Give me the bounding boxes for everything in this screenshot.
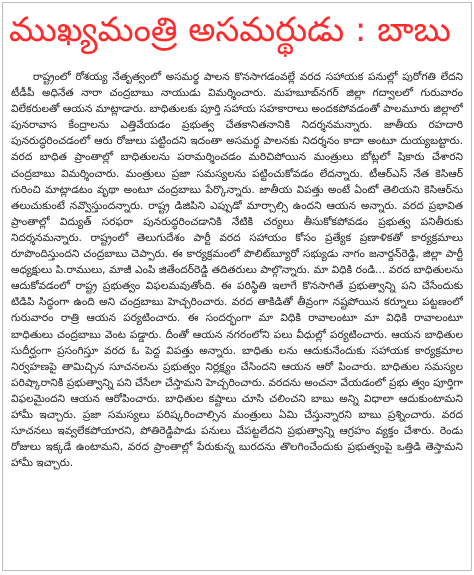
news-clipping <box>2 2 472 571</box>
headline: ముఖ్యమంత్రి అసమర్థుడు : బాబు <box>9 10 451 50</box>
article-body: రాష్ట్రంలో రోశయ్య నేతృత్వంలో అసమర్థ పాలన కొనసాగడంవల్లే వరద సహాయక పనుల్లో పురోగతి లేదని టీడీపీ అధినేత నారా చంద్రబాబు నాయుడు విమర్శించారు. మహబూబ్‌నగర్ జిల్లా గద్వాలలో గురువారం విలేకరులతో ఆయన మాట్లాడారు. బాధితులకు పూర్తి సహాయ సహకారాలు అందకపోవడంతో పాలమూరు జిల్లాలో పునరావాస కేంద్రాలను ఎత్తివేయడం ప్రభుత్వ చేతకానితనానికి నిదర్శనమన్నారు. జాతీయ రహదారి పునరుద్ధరించడంలో ఆరు రోజులు పట్టిందని ఇదంతా అసమర్థ పాలనకు నిదర్శనం కాదా అంటూ దుయ్యబట్టారు. వరద బాధిత ప్రాంతాల్లో బాధితులను పరామర్శించడం మరిచిపోయిన మంత్రులు బోట్లలో షికారు చేశారని చంద్రబాబు విమర్శించారు. మంత్రులు ప్రజా సమస్యలను పట్టించుకోవడం లేదన్నారు. టీఆర్ఎస్ నేత కెసిఆర్ గురించి మాట్లాడటం వృథా అంటూ చంద్రబాబు పేర్కొన్నారు. జాతీయ విపత్తు అంటే ఏంటో తెలియని కెసిఆర్‌ను తలుచుకుంటే నవ్వొస్తుందన్నారు. రాష్ట్ర డిజిపిని ఎప్పుడో మార్చాల్సి ఉందని ఆయన అన్నారు. వరద ప్రభావిత ప్రాంతాల్లో విద్యుత్ సరఫరా పునరుద్ధరించడానికి నేటికి చర్యలు తీసుకోకపోవడం ప్రభుత్వ పనితీరుకు నిదర్శనమన్నారు. రాష్ట్రంలో తెలుగుదేశం పార్టీ వరద సహాయం కోసం ప్రత్యేక ప్రణాళికతో కార్యక్రమాలు రూపొందిస్తుందని చంద్రబాబు చెప్పారు. ఈ కార్యక్రమంలో పొలిట్‌బ్యూరో సభ్యుడు నాగం జనార్దన్‌రెడ్డి, జిల్లా పార్టీ అధ్యక్షులు పి.రాములు, మాజీ ఎంపి జితేందర్‌రెడ్డి తదితరులు పాల్గొన్నారు. మా విధికి రండి... వరద బాధితులను ఆదుకోవడంలో రాష్ట్ర ప్రభుత్వం విఫలమవుతోంది. ఈ పరిస్థితి ఇలాగే కొనసాగితే ప్రభుత్వాన్ని పని చేసేందుకు టిడిపి సిద్ధంగా ఉంది అని చంద్రబాబు హెచ్చరించారు. వరద తాకిడితో తీవ్రంగా నష్టపోయిన కర్నూలు పట్టణంలో గురువారం రాత్రి ఆయన పర్యటించారు. ఈ సందర్భంగా మా విధికి రావాలంటూ మా విధికి రావాలంటూ బాధితులు చంద్రబాబు వెంట పడ్డారు. దీంతో ఆయన నగరంలోని పలు వీధుల్లో పర్యటించారు. ఆయన బాధితుల సుదీర్ఘంగా ప్రసంగిస్తూ వరద ఓ పెద్ద విపత్తు అన్నారు. బాధితు లను ఆదుకునేందుకు సహాయక కార్యక్రమాల నిర్వహణపై తామిచ్చిన సూచనలను ప్రభుత్వం నిర్లక్ష్యం చేసిందని ఆయన ఆరో పించారు. బాధితుల సమస్యల పరిష్కారానికి ప్రభుత్వాన్ని పని చేసేలా చేస్తామని హెచ్చరించారు. వరదను అంచనా వేయడంలో ప్రభు త్వం పూర్తిగా విఫలమైందని ఆయన ఆరోపించారు. బాధితుల కష్టాలు చూసి చలించని బాబు అన్ని విధాలా ఆదుకుంటామని హామీ ఇచ్చారు. ప్రజా సమస్యలు పరిష్కరించాల్సిన మంత్రులు ఏమి చేస్తున్నారని బాబు ప్రశ్నించారు. వరద సూచనలు ఇవ్వలేకపోయారని, పోతిరెడ్డిపాడు పనులు చేపట్టలేదని ప్రభుత్వాన్ని ఆగ్రహం వ్యక్తం చేశారు. రెండు రోజులు ఇక్కడే ఉంటామని, వరద ప్రాంతాల్లో పేరుకున్న బురదను తొలగించేందుకు ప్రభుత్వంపై ఒత్తిడి తెస్తామని హామీ ఇచ్చారు. <box>11 71 463 470</box>
